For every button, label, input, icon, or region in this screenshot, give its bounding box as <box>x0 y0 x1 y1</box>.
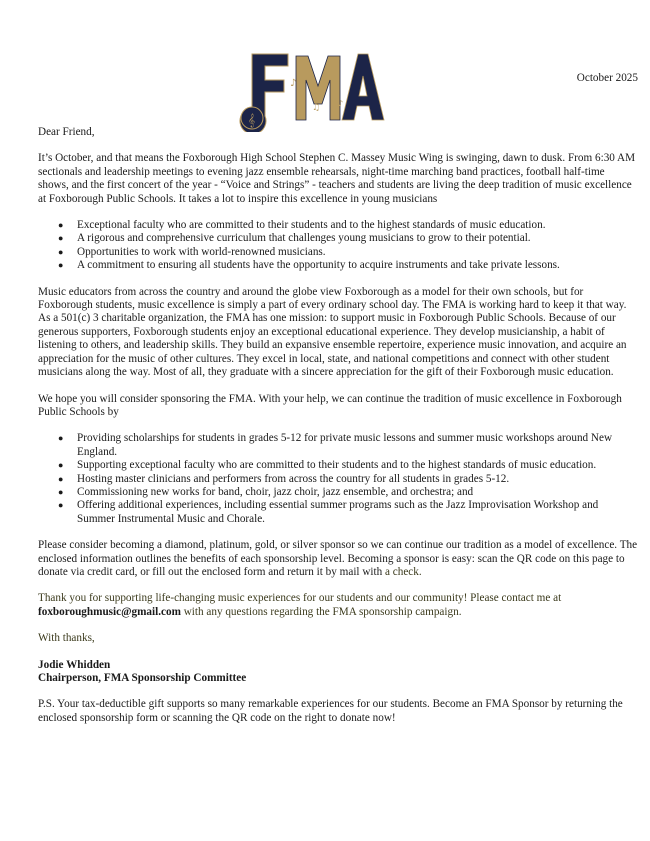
sponsorship-uses-list <box>38 432 638 526</box>
list-item: ● Supporting exceptional faculty who are committed to their students and to the highest standards of music education. <box>58 459 597 472</box>
bullet-icon: ● <box>58 246 64 257</box>
list-item: ● A commitment to ensuring all students have the opportunity to acquire instruments and take private lessons. <box>58 259 560 272</box>
bullet-icon: ● <box>58 500 64 511</box>
sponsor-levels-paragraph: Please consider becoming a diamond, platinum, gold, or silver sponsor so we can continue our tradition as a model of excellence. The enclosed information outlines the benefits of each sponsorship level. Becoming a sponsor is easy: scan the QR code on this page to donate via credit card, or fill out the enclosed form and return it by mail with a check. <box>38 539 638 578</box>
signer-name: Jodie Whidden <box>38 658 111 671</box>
list-item: ● Hosting master clinicians and performers from across the country for all students in grades 5-12. <box>58 472 510 485</box>
bullet-icon: ● <box>58 486 64 497</box>
list-item: ● A rigorous and comprehensive curriculum that challenges young musicians to grow to their potential. <box>58 232 531 245</box>
thanks-paragraph: Thank you for supporting life-changing music experiences for our students and our community! Please contact me at foxboroughmusic@gmail.com with any questions regarding the FMA sponsorship campaign. <box>38 592 562 618</box>
intro-paragraph: It’s October, and that means the Foxborough High School Stephen C. Massey Music Wing is swinging, dawn to dusk. From 6:30 AM sectionals and leadership meetings to evening jazz ensemble rehearsals, night-time marching band practices, football half-time shows, and the first concert of the year - “Voice and Strings” - teachers and students are living the deep tradition of music excellence at Foxborough Public Schools. It takes a lot to inspire this excellence in young musicians <box>38 152 636 205</box>
closing: With thanks, <box>38 632 95 645</box>
sponsor-intro-paragraph: We hope you will consider sponsoring the FMA. With your help, we can continue the tradition of music excellence in Foxborough Public Schools by <box>38 392 622 418</box>
greeting: Dear Friend, <box>38 126 95 138</box>
fma-logo <box>238 46 386 132</box>
contact-email-link[interactable]: foxboroughmusic@gmail.com <box>38 605 181 618</box>
svg-text:♪: ♪ <box>338 99 344 108</box>
list-item: ● Commissioning new works for band, choir, jazz choir, jazz ensemble, and orchestra; and <box>58 485 474 498</box>
svg-text:𝄞: 𝄞 <box>248 113 256 127</box>
bullet-icon: ● <box>58 220 64 231</box>
fma-logo-icon <box>238 46 386 132</box>
strengths-list <box>38 219 638 273</box>
signature-block <box>38 659 638 686</box>
bullet-icon: ● <box>58 473 64 484</box>
list-item: ● Opportunities to work with world-renowned musicians. <box>58 245 326 258</box>
letter-body <box>38 126 638 738</box>
list-item: ● Offering additional experiences, including essential summer programs such as the Jazz Improvisation Workshop and Summer Instrumental Music and Chorale. <box>58 499 599 525</box>
mission-paragraph: Music educators from across the country and around the globe view Foxborough as a model for their own schools, but for Foxborough students, music excellence is simply a part of every ordinary school day. The FMA is working hard to keep it that way. As a 501(c) 3 charitable organization, the FMA has one mission: to support music in Foxborough Public Schools. Because of our generous supporters, Foxborough students enjoy an exceptional educational experience. They develop musicianship, a habit of listening to others, and leadership skills. They build an expansive ensemble repertoire, experience music innovation, and acquire an appreciation for the music of other cultures. They excel in local, state, and national competitions and connect with other student musicians along the way. Most of all, they graduate with a sincere appreciation for the gift of their Foxborough music education. <box>38 285 627 379</box>
svg-text:♪: ♪ <box>290 78 297 89</box>
svg-text:♫: ♫ <box>312 103 321 113</box>
list-item: ● Providing scholarships for students in grades 5-12 for private music lessons and summer music workshops around New England. <box>58 432 613 458</box>
bullet-icon: ● <box>58 260 64 271</box>
list-item: ● Exceptional faculty who are committed to their students and to the highest standards of music education. <box>58 219 546 232</box>
bullet-icon: ● <box>58 233 64 244</box>
letter-date: October 2025 <box>576 72 638 84</box>
bullet-icon: ● <box>58 433 64 444</box>
bullet-icon: ● <box>58 460 64 471</box>
signer-title: Chairperson, FMA Sponsorship Committee <box>38 672 247 684</box>
postscript: P.S. Your tax-deductible gift supports so many remarkable experiences for our students. Become an FMA Sponsor by returning the enclosed sponsorship form or scanning the QR code on the right to donate now! <box>38 698 623 724</box>
